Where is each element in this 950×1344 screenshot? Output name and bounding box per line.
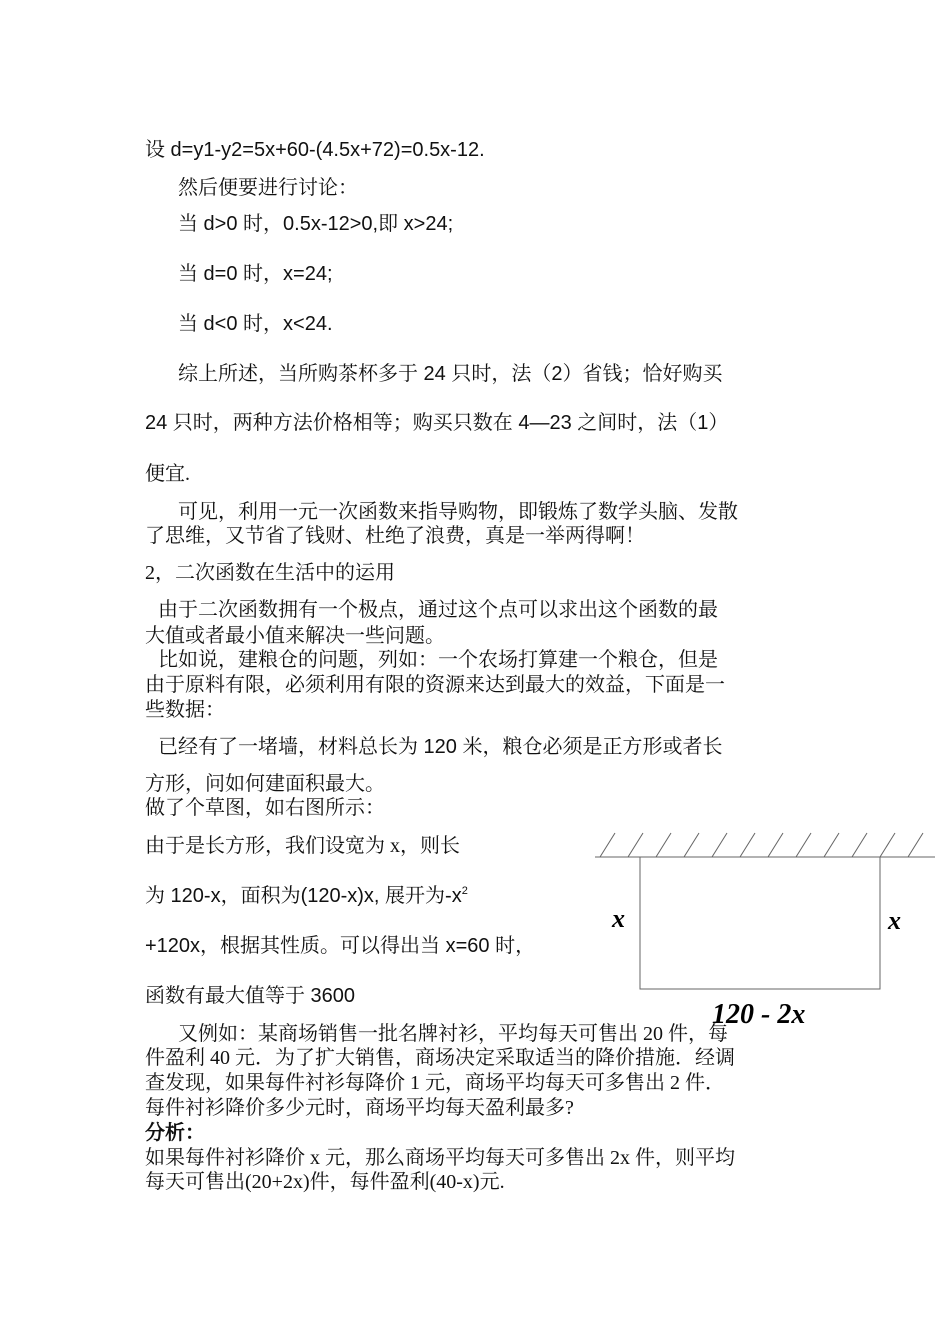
text-line: 可见，利用一元一次函数来指导购物，即锻炼了数学头脑、发散 xyxy=(178,501,738,523)
text-line: 每件衬衫降价多少元时，商场平均每天盈利最多? xyxy=(145,1097,574,1119)
text-line: 综上所述，当所购茶杯多于 24 只时，法（2）省钱；恰好购买 xyxy=(178,363,723,385)
text-line: 比如说，建粮仓的问题，列如：一个农场打算建一个粮仓，但是 xyxy=(158,649,718,671)
text-line: 当 d>0 时，0.5x-12>0,即 x>24; xyxy=(178,213,454,235)
text-line: 由于原料有限，必须利用有限的资源来达到最大的效益，下面是一 xyxy=(145,674,725,696)
text-line xyxy=(145,884,468,908)
text-line: 方形，问如何建面积最大。 xyxy=(145,773,385,795)
text-line: 当 d<0 时，x<24. xyxy=(178,313,333,335)
text-line: 大值或者最小值来解决一些问题。 xyxy=(145,625,445,647)
text-line: 便宜. xyxy=(145,463,190,485)
analysis-heading: 分析： xyxy=(145,1122,205,1144)
right-width-label: x xyxy=(888,906,901,935)
left-width-label: x xyxy=(612,904,625,933)
text-line: +120x，根据其性质。可以得出当 x=60 时， xyxy=(145,935,536,957)
text-line: 24 只时，两种方法价格相等；购买只数在 4—23 之间时，法（1） xyxy=(145,412,729,434)
length-label: 120 - 2x xyxy=(712,999,806,1030)
text-line: 每天可售出(20+2x)件，每件盈利(40-x)元. xyxy=(145,1171,505,1193)
text-fragment: 为 120-x，面积为(120-x)x, 展开为-x xyxy=(145,885,462,907)
text-line: 已经有了一堵墙，材料总长为 120 米，粮仓必须是正方形或者长 xyxy=(158,736,723,758)
granary-rectangle xyxy=(640,857,880,989)
text-line: 由于是长方形，我们设宽为 x，则长 xyxy=(145,835,460,857)
text-line: 如果每件衬衫降价 x 元，那么商场平均每天可多售出 2x 件，则平均 xyxy=(145,1147,735,1169)
text-line: 又例如：某商场销售一批名牌衬衫，平均每天可售出 20 件，每 xyxy=(178,1023,728,1045)
superscript: 2 xyxy=(461,885,468,897)
text-line: 设 d=y1-y2=5x+60-(4.5x+72)=0.5x-12. xyxy=(145,139,485,161)
text-line: 然后便要进行讨论： xyxy=(178,177,358,199)
text-line: 由于二次函数拥有一个极点，通过这个点可以求出这个函数的最 xyxy=(158,599,718,621)
text-line: 件盈利 40 元．为了扩大销售，商场决定采取适当的降价措施．经调 xyxy=(145,1047,735,1069)
text-line: 做了个草图，如右图所示： xyxy=(145,797,385,819)
text-line: 当 d=0 时，x=24; xyxy=(178,263,333,285)
granary-diagram xyxy=(590,825,940,1040)
section-heading: 2，二次函数在生活中的运用 xyxy=(145,562,395,584)
text-line: 查发现，如果每件衬衫每降价 1 元，商场平均每天可多售出 2 件． xyxy=(145,1072,725,1094)
text-line: 些数据： xyxy=(145,699,225,721)
text-line: 了思维，又节省了钱财、杜绝了浪费，真是一举两得啊！ xyxy=(145,525,645,547)
text-line: 函数有最大值等于 3600 xyxy=(145,985,356,1007)
wall-hatching xyxy=(595,833,935,857)
